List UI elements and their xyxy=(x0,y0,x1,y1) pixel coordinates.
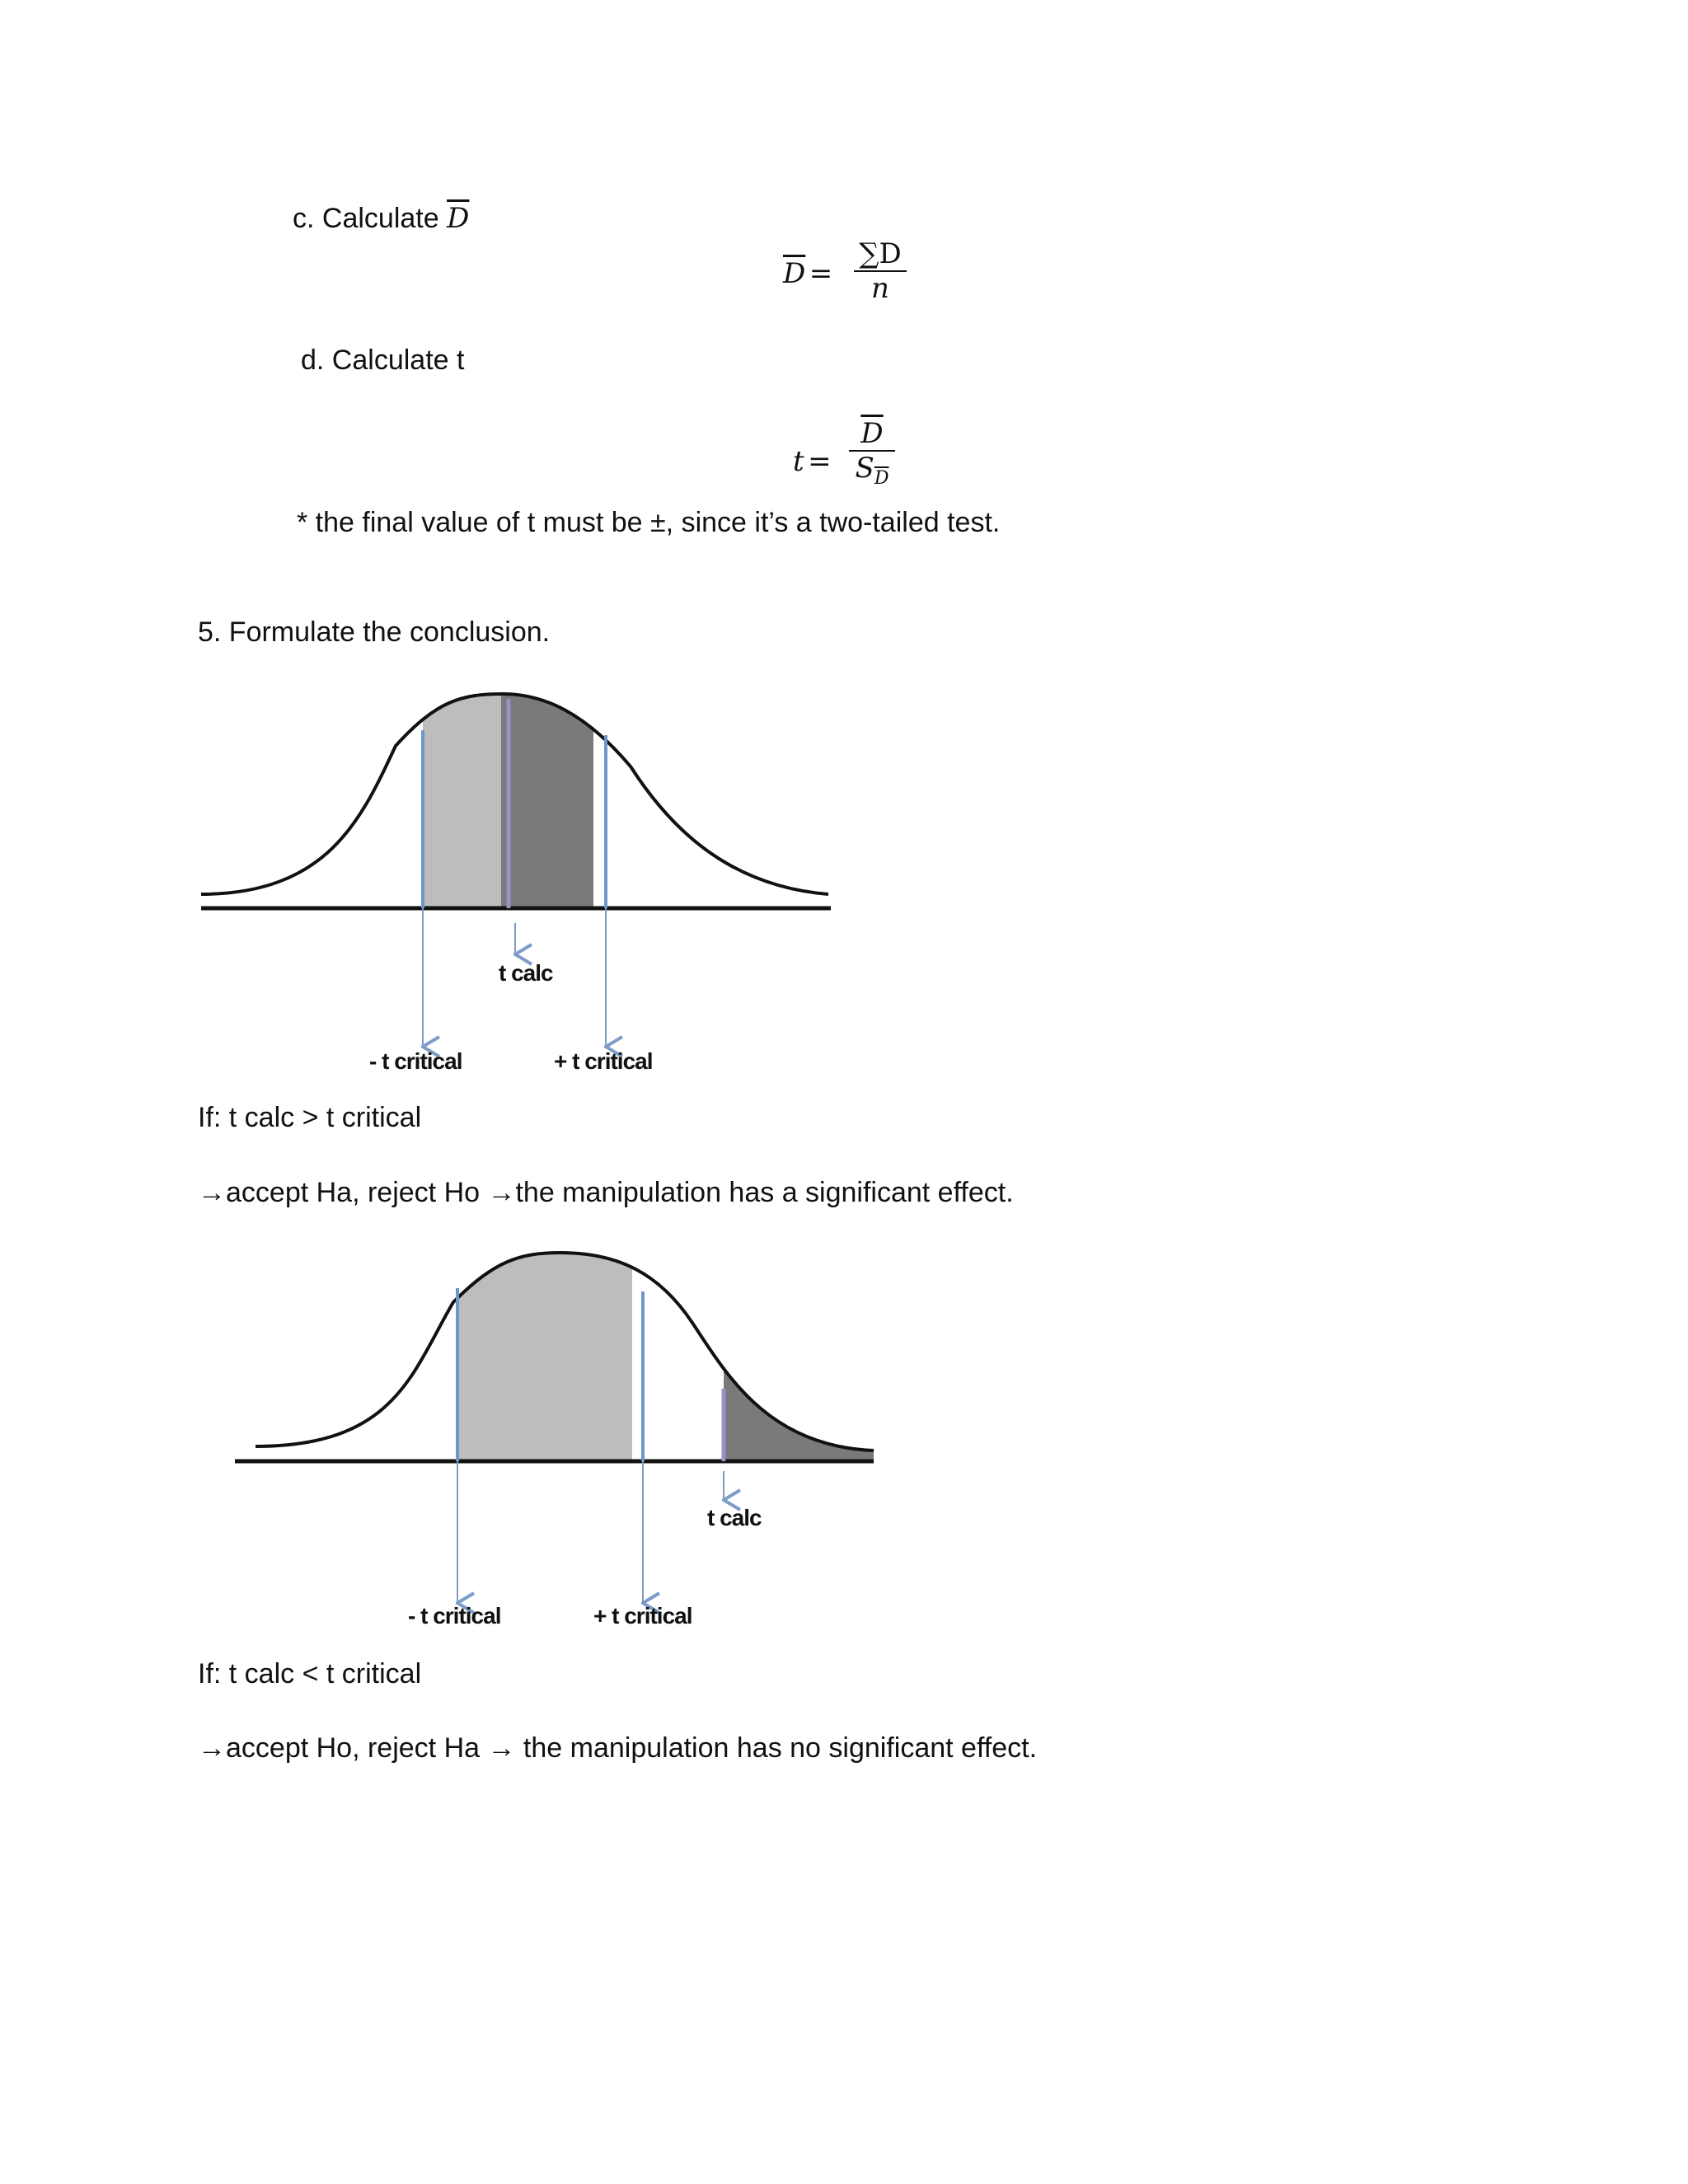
t-numerator: $\overline{D}$ xyxy=(860,417,884,450)
step5-heading: 5. Formulate the conclusion. xyxy=(198,616,551,648)
acceptance-region-light xyxy=(457,1249,632,1461)
acceptance-region-dark xyxy=(501,692,593,908)
figure2-distribution xyxy=(231,1249,890,1644)
calc-d-label xyxy=(293,202,469,235)
calc-t-label: d. Calculate t xyxy=(301,344,465,376)
d-bar-symbol: $\overline{D}$ xyxy=(447,202,470,235)
fig2-pos-critical-label: + t critical xyxy=(593,1603,692,1629)
t-equals: = xyxy=(808,445,832,478)
t-lhs-symbol: t xyxy=(793,445,804,478)
s-symbol: S xyxy=(855,452,874,485)
figure1-distribution xyxy=(190,692,849,1104)
t-lhs xyxy=(793,445,832,478)
fig2-neg-critical-label: - t critical xyxy=(408,1603,501,1629)
d-bar-fraction xyxy=(854,237,907,305)
fig1-t-calc-label: t calc xyxy=(499,960,553,986)
fig1-neg-critical-label: - t critical xyxy=(369,1048,462,1074)
fig2-condition: If: t calc < t critical xyxy=(198,1658,422,1690)
d-bar-denominator: n xyxy=(871,272,889,305)
fig1-pos-critical-label: + t critical xyxy=(554,1048,653,1074)
fig2-result: →accept Ho, reject Ha → the manipulation has no significant effect. xyxy=(198,1732,1038,1764)
d-bar-lhs-symbol: $\overline{D}$ xyxy=(783,257,806,290)
t-denominator xyxy=(856,452,889,495)
two-tailed-note: * the final value of t must be ±, since it’s a two-tailed test. xyxy=(297,507,1001,538)
fig1-condition: If: t calc > t critical xyxy=(198,1102,422,1133)
s-subscript: D xyxy=(874,468,889,489)
calc-d-label-prefix: c. Calculate xyxy=(293,203,448,234)
fig2-t-calc-label: t calc xyxy=(707,1505,762,1530)
d-bar-numerator: ∑D xyxy=(859,237,902,270)
t-fraction xyxy=(849,417,895,495)
rejection-region-dark xyxy=(724,1249,880,1461)
fig1-result: →accept Ha, reject Ho →the manipulation has a significant effect. xyxy=(198,1177,1014,1208)
d-bar-equals: = xyxy=(809,257,833,290)
acceptance-region-light xyxy=(423,692,501,908)
d-bar-lhs xyxy=(783,257,832,290)
